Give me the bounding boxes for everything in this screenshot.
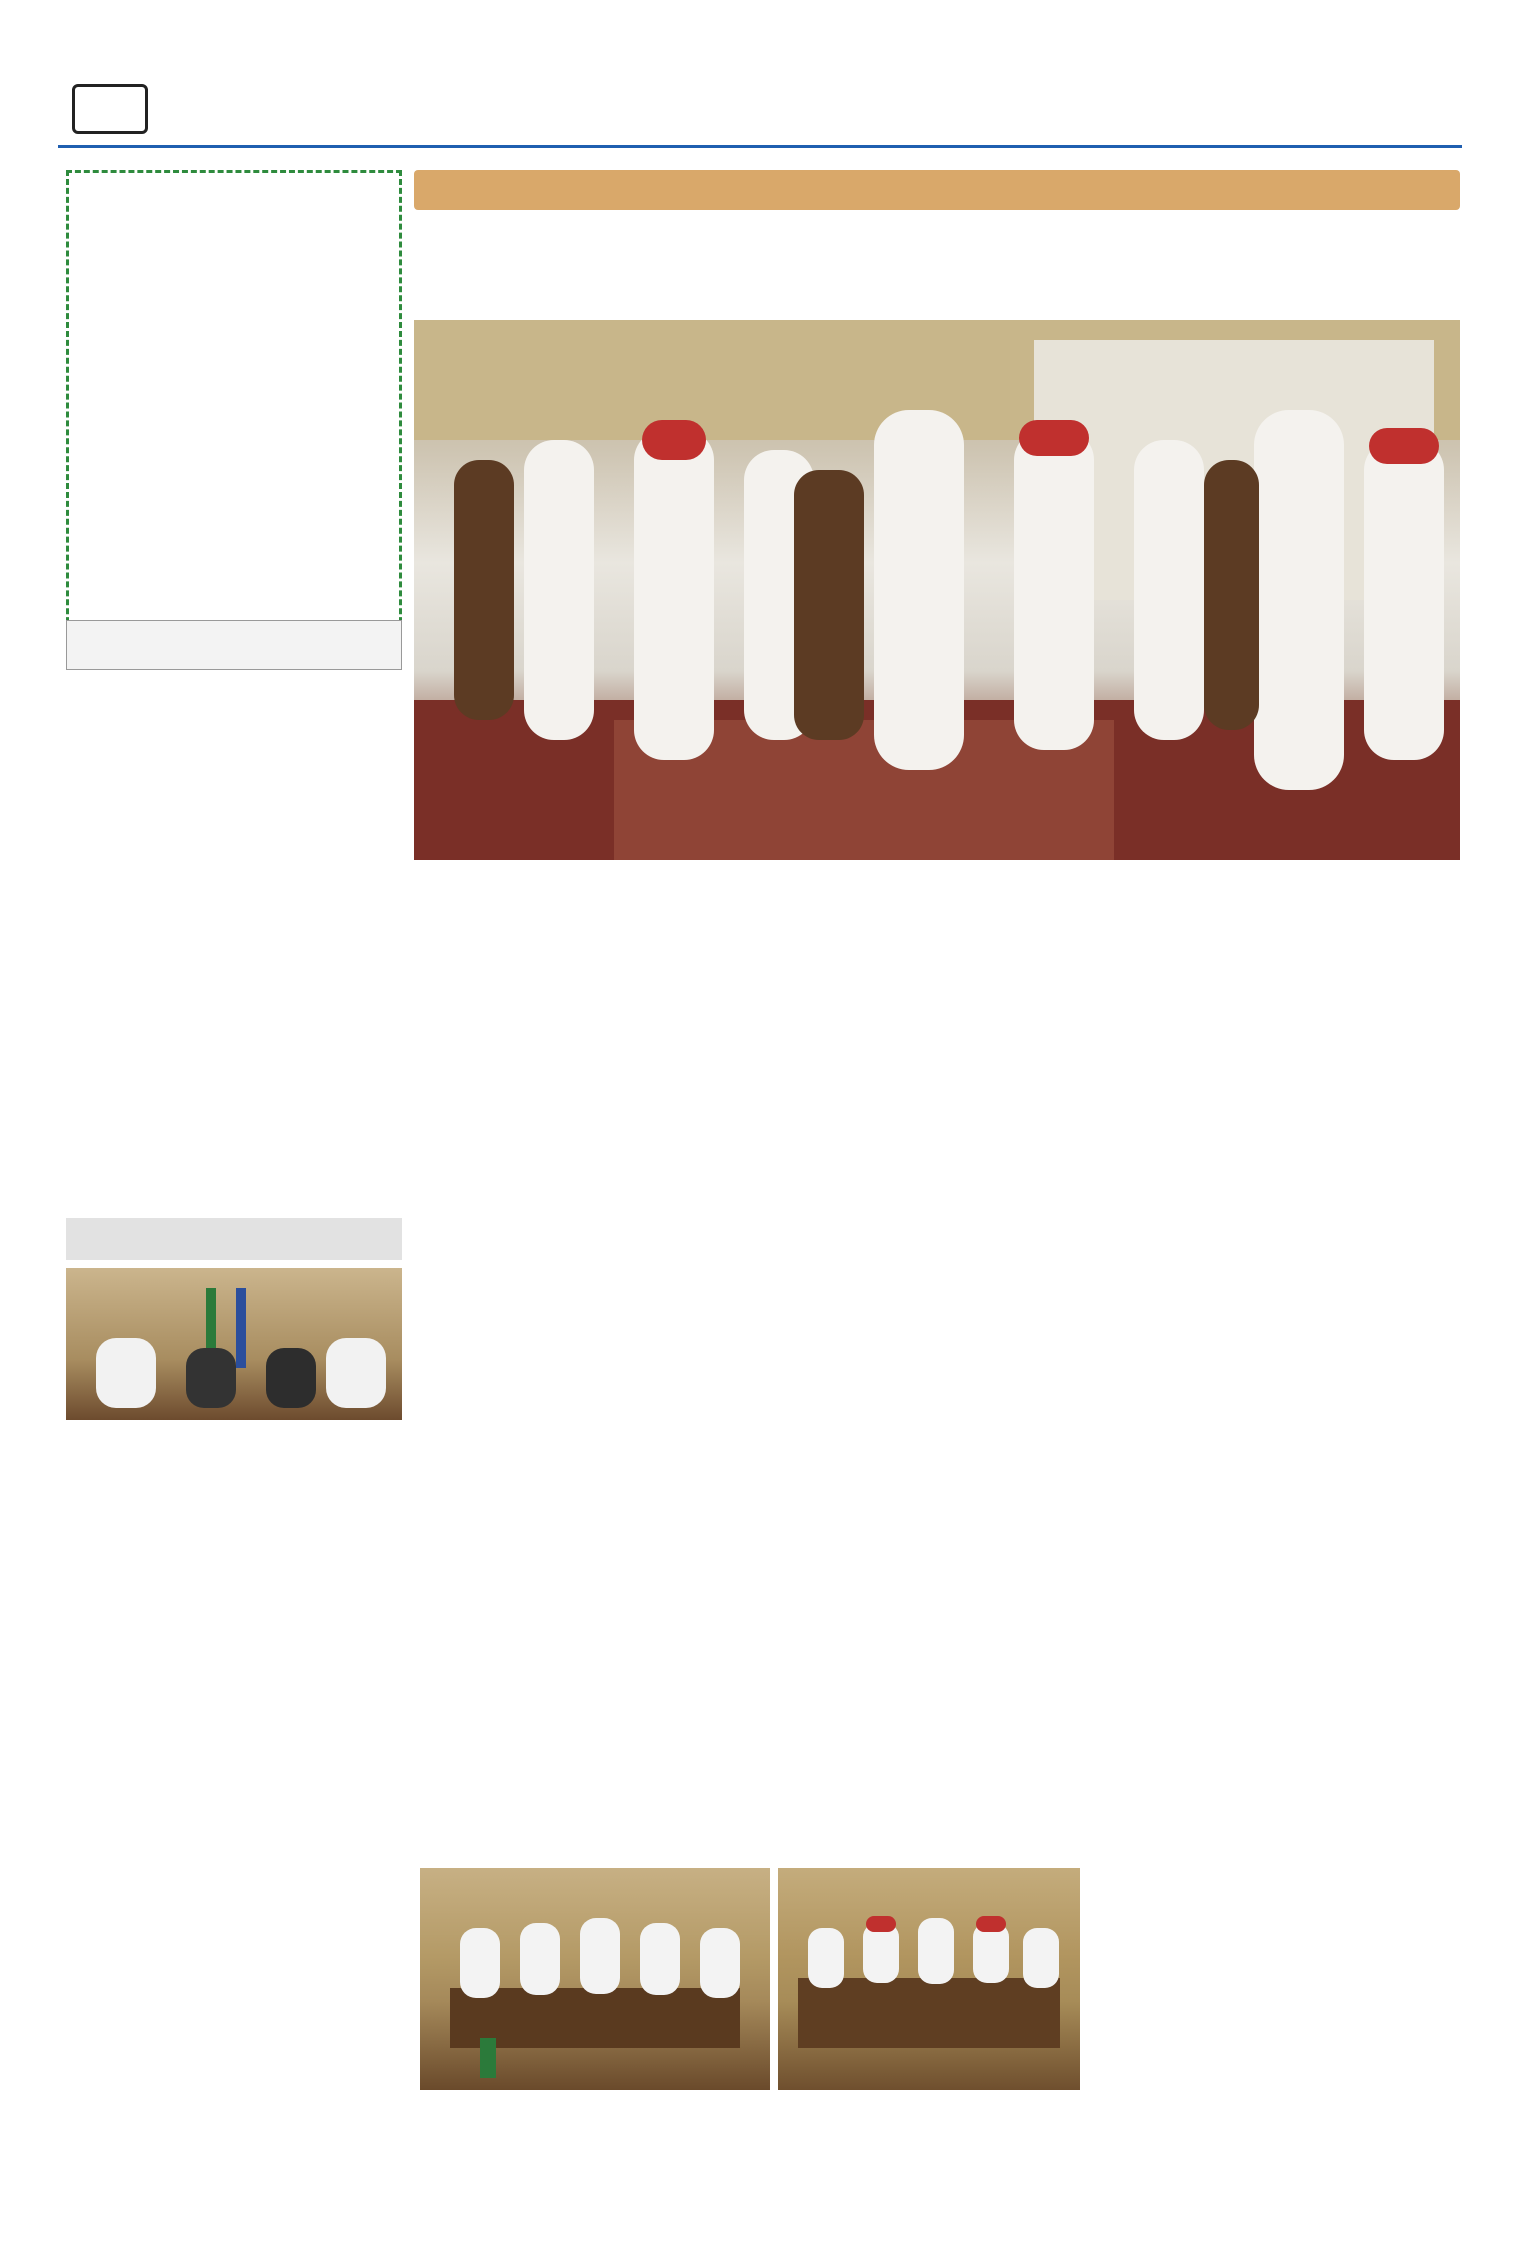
newspaper-logo (1292, 74, 1442, 136)
page-number-box (72, 84, 148, 134)
lead-intro (1112, 868, 1460, 1288)
missile-headline (66, 1590, 402, 1680)
masthead (58, 80, 1462, 140)
lead-photo-illustration (414, 320, 1460, 860)
jubeir-text (66, 1428, 402, 1578)
bottom-photo-1-illustration (778, 1868, 1080, 2090)
greeting-body (79, 187, 389, 487)
editorial-body (66, 676, 402, 1276)
bottom-col-1 (1090, 1868, 1460, 2138)
bottom-col-2 (778, 2096, 1080, 2226)
bottom-text (1090, 1868, 1460, 2158)
lead-col-4 (770, 868, 934, 1805)
jubeir-photo (66, 1268, 402, 1420)
jubeir-headline (66, 1218, 402, 1260)
lead-col-2 (1112, 1295, 1282, 1805)
lead-photo (414, 320, 1460, 860)
bottom-col-3 (420, 2096, 770, 2226)
lead-kicker-banner (414, 170, 1460, 210)
lead-col-5 (592, 868, 762, 1805)
lead-col-1 (1289, 1295, 1460, 1805)
bottom-photo-2-illustration (420, 1868, 770, 2090)
jubeir-body (66, 1428, 402, 1558)
greeting-box (66, 170, 402, 650)
lead-headline (414, 222, 1460, 302)
bottom-photo-1 (778, 1868, 1080, 2090)
header-rule (58, 145, 1462, 148)
lead-col-6 (414, 868, 586, 1805)
editorial-title-bar (66, 620, 402, 670)
lead-col-3 (940, 868, 1104, 1805)
bottom-headline (414, 1808, 1460, 1854)
jubeir-photo-illustration (66, 1268, 402, 1420)
bottom-photo-2 (420, 1868, 770, 2090)
editorial (66, 620, 402, 1060)
